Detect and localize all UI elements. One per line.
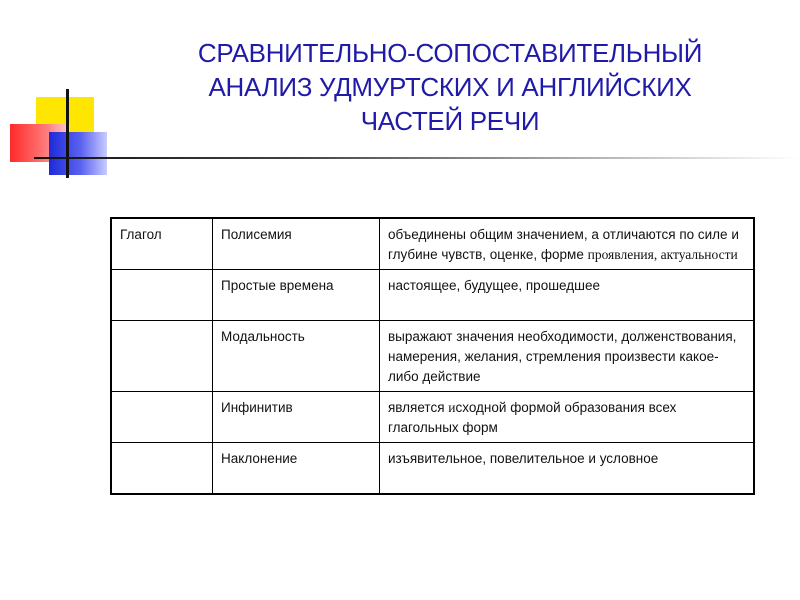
table-cell: [380, 218, 755, 270]
table-row: [111, 218, 754, 270]
cell-text: является: [388, 400, 449, 415]
blue-square: [49, 132, 107, 175]
title-line-3: ЧАСТЕЙ РЕЧИ: [360, 106, 540, 136]
slide-title: [130, 36, 770, 138]
table-cell: Полисемия: [213, 218, 380, 270]
cell-text-serif: и: [448, 400, 456, 415]
parts-of-speech-table: [110, 217, 755, 495]
title-line-1: СРАВНИТЕЛЬНО-СОПОСТАВИТЕЛЬНЫЙ: [197, 38, 703, 68]
table-row: [111, 443, 754, 495]
table-cell: Глагол: [111, 218, 213, 270]
table-row: [111, 270, 754, 321]
table-cell: Наклонение: [213, 443, 380, 495]
horizontal-divider-line: [34, 157, 800, 159]
table-cell: Инфинитив: [213, 392, 380, 443]
table-cell: [111, 270, 213, 321]
vertical-divider-line: [66, 89, 69, 178]
table-cell: [111, 392, 213, 443]
table-cell: изъявительное, повелительное и условное: [380, 443, 755, 495]
table-row: [111, 321, 754, 392]
cell-text: объединены общим значением, а отличаются по силе и глубине чувств, оценке, форме: [388, 227, 739, 262]
table-row: [111, 392, 754, 443]
table-cell: [380, 392, 755, 443]
cell-text-serif: проявления, актуальности: [587, 247, 738, 262]
table-cell: [111, 443, 213, 495]
table-cell: [111, 321, 213, 392]
table-cell: Простые времена: [213, 270, 380, 321]
table-cell: настоящее, будущее, прошедшее: [380, 270, 755, 321]
table-cell: выражают значения необходимости, долженствования, намерения, желания, стремления произвести какое- либо действие: [380, 321, 755, 392]
cell-text: сходной формой образования всех глагольных форм: [388, 400, 677, 435]
title-line-2: АНАЛИЗ УДМУРТСКИХ И АНГЛИЙСКИХ: [208, 72, 692, 102]
table-cell: Модальность: [213, 321, 380, 392]
